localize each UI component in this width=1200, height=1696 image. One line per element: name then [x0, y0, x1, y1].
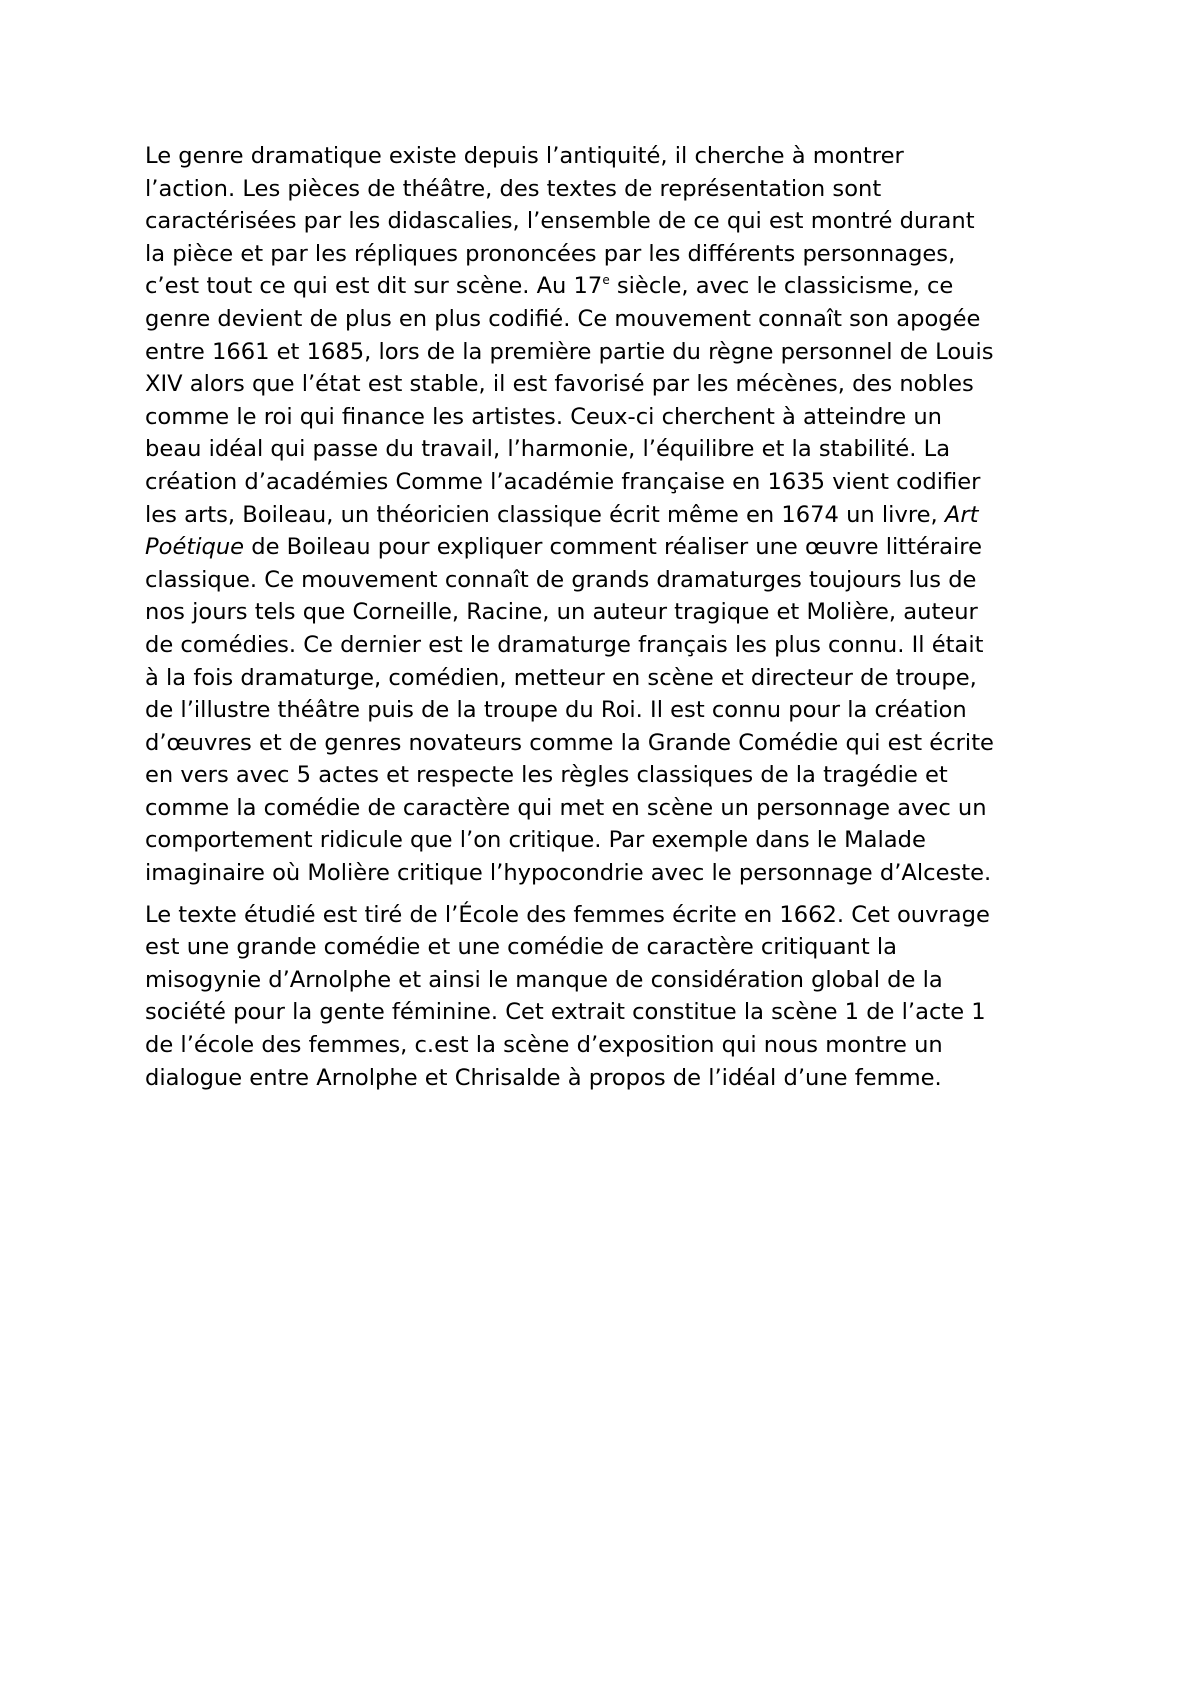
text-line: comportement ridicule que l’on critique. Par exemple dans le Malade [145, 827, 926, 854]
text-line: misogynie d’Arnolphe et ainsi le manque de considération global de la [145, 966, 943, 993]
text-line [145, 531, 1075, 564]
text-line: la pièce et par les répliques prononcées par les différents personnages, [145, 240, 956, 267]
text-line: comme le roi qui finance les artistes. Ceux-ci cherchent à atteindre un [145, 403, 942, 430]
text-line: en vers avec 5 actes et respecte les règles classiques de la tragédie et [145, 762, 948, 789]
text-line: classique. Ce mouvement connaît de grands dramaturges toujours lus de [145, 566, 977, 593]
document-body [145, 140, 1075, 1103]
text-line: société pour la gente féminine. Cet extrait constitue la scène 1 de l’acte 1 [145, 999, 986, 1026]
text-line: imaginaire où Molière critique l’hypocondrie avec le personnage d’Alceste. [145, 860, 992, 887]
text-line: nos jours tels que Corneille, Racine, un auteur tragique et Molière, auteur [145, 599, 978, 626]
text-run: de Boileau pour expliquer comment réaliser une œuvre littéraire [244, 534, 982, 561]
text-line: création d’académies Comme l’académie française en 1635 vient codifier [145, 468, 981, 495]
text-run: siècle, avec le classicisme, ce [609, 273, 954, 300]
text-line: de l’illustre théâtre puis de la troupe du Roi. Il est connu pour la création [145, 697, 967, 724]
text-run: les arts, Boileau, un théoricien classique écrit même en 1674 un livre, [145, 501, 945, 528]
text-run: c’est tout ce qui est dit sur scène. Au 17 [145, 273, 603, 300]
text-line [145, 499, 1075, 532]
text-line [145, 270, 1075, 303]
text-line: l’action. Les pièces de théâtre, des textes de représentation sont [145, 175, 882, 202]
text-line: Le genre dramatique existe depuis l’antiquité, il cherche à montrer [145, 143, 904, 169]
superscript: e [602, 273, 610, 288]
paragraph-text-presentation [145, 899, 1075, 1095]
book-title-italic: Art [944, 501, 979, 528]
text-line: genre devient de plus en plus codifié. Ce mouvement connaît son apogée [145, 305, 981, 332]
text-line: d’œuvres et de genres novateurs comme la Grande Comédie qui est écrite [145, 729, 994, 756]
text-line: dialogue entre Arnolphe et Chrisalde à propos de l’idéal d’une femme. [145, 1064, 942, 1091]
text-line: comme la comédie de caractère qui met en scène un personnage avec un [145, 794, 987, 821]
text-line: entre 1661 et 1685, lors de la première partie du règne personnel de Louis [145, 338, 994, 365]
book-title-italic: Poétique [145, 534, 245, 561]
text-line: de l’école des femmes, c.est la scène d’exposition qui nous montre un [145, 1032, 943, 1059]
paragraph-intro [145, 140, 1075, 890]
text-line: Le texte étudié est tiré de l’École des femmes écrite en 1662. Cet ouvrage [145, 901, 990, 928]
text-line: beau idéal qui passe du travail, l’harmonie, l’équilibre et la stabilité. La [145, 436, 951, 463]
text-line: XIV alors que l’état est stable, il est favorisé par les mécènes, des nobles [145, 371, 974, 398]
text-line: est une grande comédie et une comédie de caractère critiquant la [145, 934, 898, 961]
text-line: à la fois dramaturge, comédien, metteur en scène et directeur de troupe, [145, 664, 977, 691]
text-line: caractérisées par les didascalies, l’ensemble de ce qui est montré durant [145, 208, 975, 235]
text-line: de comédies. Ce dernier est le dramaturge français les plus connu. Il était [145, 631, 984, 658]
